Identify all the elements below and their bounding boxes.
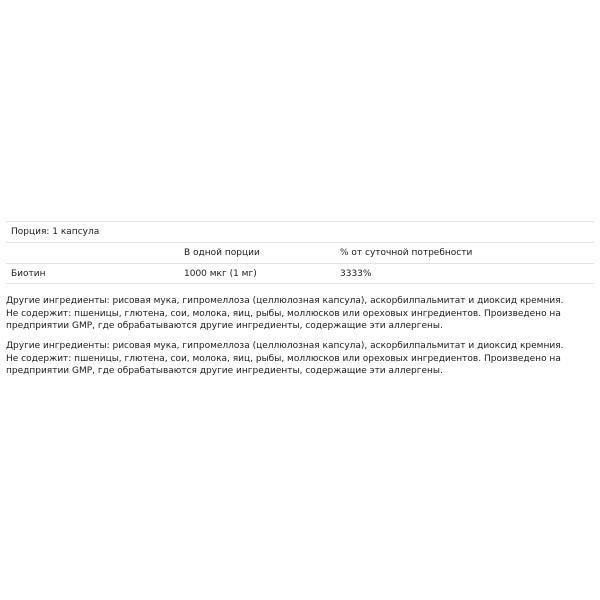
table-header-row <box>6 242 594 263</box>
serving-size-row <box>6 221 594 242</box>
allergen-line: Не содержит: пшеницы, глютена, сои, молока, яиц, рыбы, моллюсков или ореховых ингредиентов. Произведено на <box>6 353 561 364</box>
column-header-daily-value: % от суточной потребности <box>340 248 473 258</box>
supplement-facts-table <box>6 221 594 284</box>
other-ingredients-line: Другие ингредиенты: рисовая мука, гипромеллоза (целлюлозная капсула), аскорбилпальмитат и диоксид кремния. <box>6 341 564 351</box>
column-header-per-serving: В одной порции <box>184 248 260 258</box>
facility-line: предприятии GMP, где обрабатываются другие ингредиенты, содержащие эти аллергены. <box>6 321 443 331</box>
ingredients-note <box>6 295 594 333</box>
other-ingredients-line: Другие ингредиенты: рисовая мука, гипромеллоза (целлюлозная капсула), аскорбилпальмитат и диоксид кремния. <box>6 296 564 306</box>
serving-size-label: Порция: 1 капсула <box>11 227 100 237</box>
nutrient-daily-value: 3333% <box>340 269 372 279</box>
nutrient-amount: 1000 мкг (1 мг) <box>184 269 257 279</box>
table-row <box>6 263 594 284</box>
allergen-line: Не содержит: пшеницы, глютена, сои, молока, яиц, рыбы, моллюсков или ореховых ингредиентов. Произведено на <box>6 308 561 319</box>
nutrient-name: Биотин <box>11 269 46 279</box>
facility-line: предприятии GMP, где обрабатываются другие ингредиенты, содержащие эти аллергены. <box>6 366 443 376</box>
ingredients-note <box>6 340 594 378</box>
